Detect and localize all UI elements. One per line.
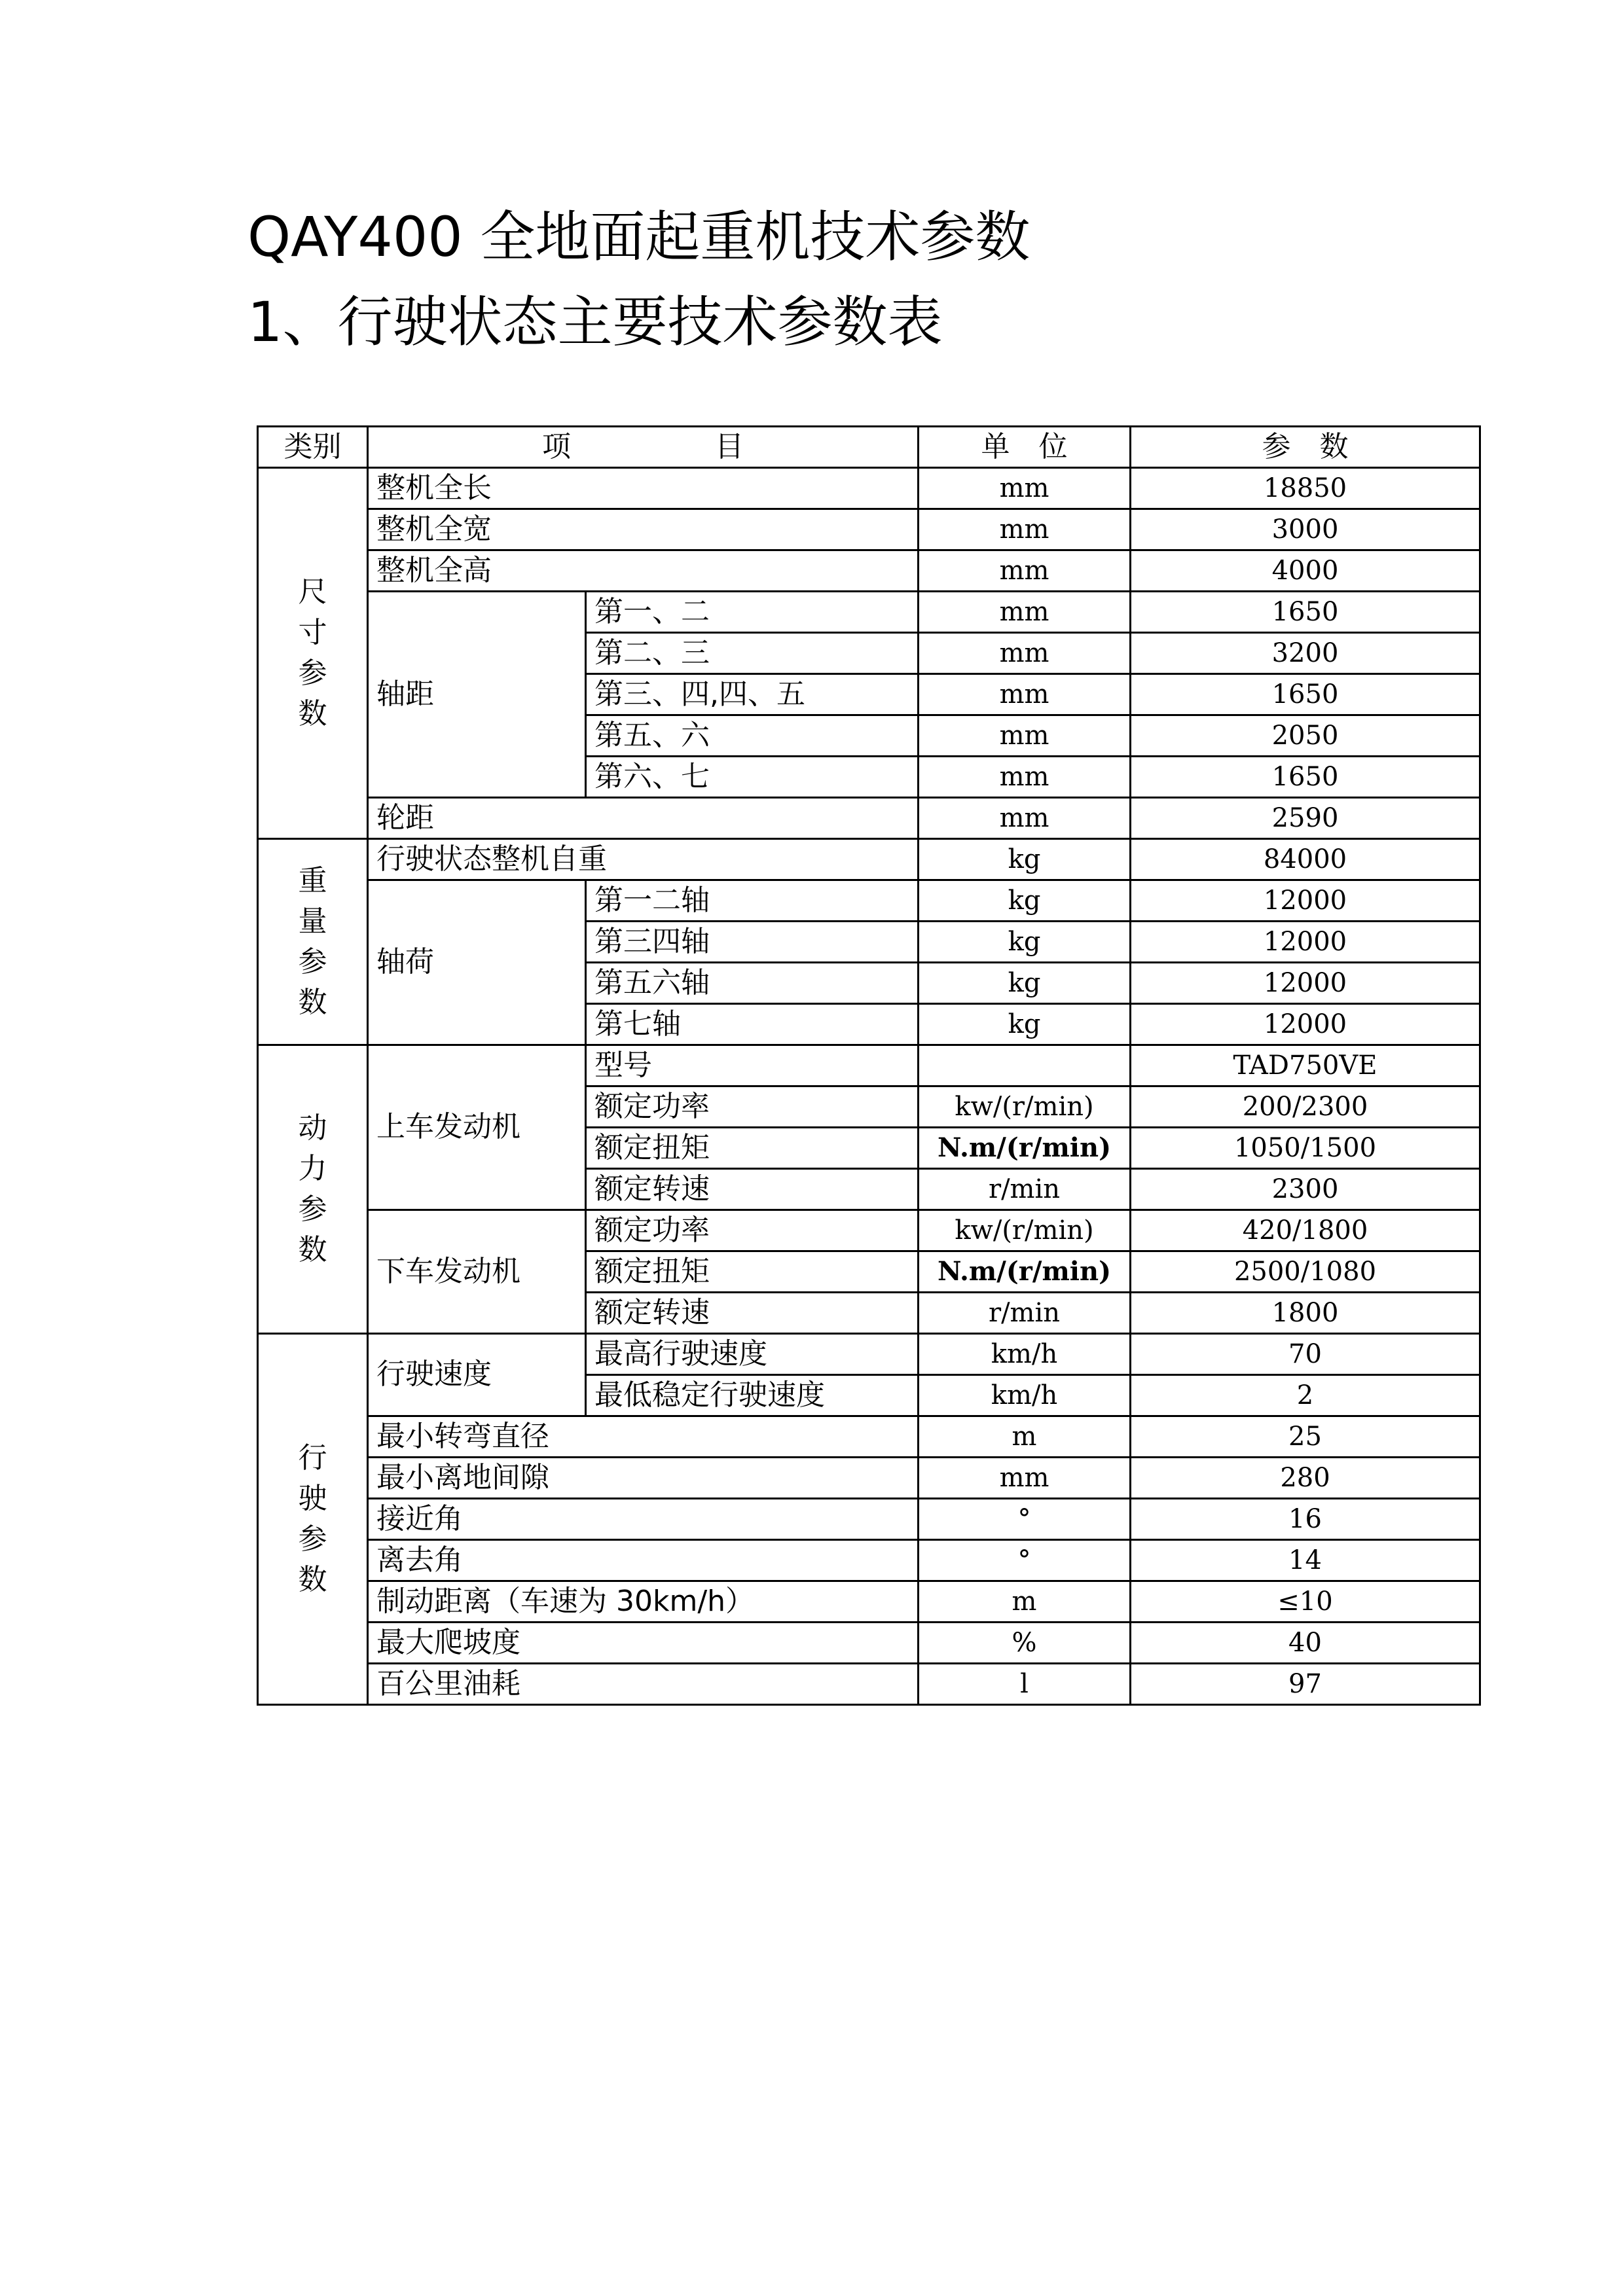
- unit-cell: kw/(r/min): [919, 1086, 1131, 1128]
- table-row: [258, 798, 1480, 839]
- sub-item-label: 第三、四,四、五: [586, 674, 919, 715]
- table-row: [258, 1664, 1480, 1705]
- value-cell: 12000: [1131, 963, 1480, 1004]
- value-cell: 1050/1500: [1131, 1128, 1480, 1169]
- unit-cell: l: [919, 1664, 1131, 1705]
- section-title: 1、行驶状态主要技术参数表: [247, 290, 943, 354]
- value-cell: 18850: [1131, 468, 1480, 509]
- value-cell: 1650: [1131, 674, 1480, 715]
- table-row: [258, 1540, 1480, 1581]
- group-label-lower-engine: 下车发动机: [368, 1210, 586, 1334]
- table-row: [258, 468, 1480, 509]
- spec-table: [257, 425, 1481, 1706]
- unit-cell: mm: [919, 550, 1131, 592]
- unit-cell: kg: [919, 1004, 1131, 1045]
- value-cell: 3000: [1131, 509, 1480, 550]
- category-power: 动力参数: [258, 1045, 368, 1334]
- sub-item-label: 最高行驶速度: [586, 1334, 919, 1375]
- table-header-row: [258, 427, 1480, 468]
- group-label-wheelbase: 轴距: [368, 592, 586, 798]
- unit-cell: m: [919, 1416, 1131, 1458]
- item-label: 制动距离（车速为 30km/h）: [368, 1581, 919, 1623]
- value-cell: 70: [1131, 1334, 1480, 1375]
- value-cell: 84000: [1131, 839, 1480, 880]
- item-label: 轮距: [368, 798, 919, 839]
- category-weight: 重量参数: [258, 839, 368, 1045]
- item-label: 离去角: [368, 1540, 919, 1581]
- unit-cell: mm: [919, 633, 1131, 674]
- value-cell: TAD750VE: [1131, 1045, 1480, 1086]
- table-row: [258, 839, 1480, 880]
- sub-item-label: 额定功率: [586, 1086, 919, 1128]
- value-cell: 14: [1131, 1540, 1480, 1581]
- item-label: 行驶状态整机自重: [368, 839, 919, 880]
- unit-cell: N.m/(r/min): [919, 1128, 1131, 1169]
- sub-item-label: 额定功率: [586, 1210, 919, 1251]
- category-travel: 行驶参数: [258, 1334, 368, 1705]
- value-cell: 2300: [1131, 1169, 1480, 1210]
- table-row: [258, 1499, 1480, 1540]
- value-cell: 200/2300: [1131, 1086, 1480, 1128]
- unit-cell: kw/(r/min): [919, 1210, 1131, 1251]
- value-cell: 1650: [1131, 757, 1480, 798]
- unit-cell: kg: [919, 963, 1131, 1004]
- document-title: QAY400 全地面起重机技术参数: [247, 205, 1030, 269]
- sub-item-label: 第七轴: [586, 1004, 919, 1045]
- sub-item-label: 第一二轴: [586, 880, 919, 922]
- unit-cell: m: [919, 1581, 1131, 1623]
- group-label-upper-engine: 上车发动机: [368, 1045, 586, 1210]
- value-cell: 1800: [1131, 1293, 1480, 1334]
- group-label-axle-load: 轴荷: [368, 880, 586, 1045]
- value-cell: 2590: [1131, 798, 1480, 839]
- unit-cell: °: [919, 1499, 1131, 1540]
- value-cell: 12000: [1131, 880, 1480, 922]
- table-row: [258, 1458, 1480, 1499]
- sub-item-label: 第五、六: [586, 715, 919, 757]
- header-value: 参 数: [1131, 427, 1480, 468]
- unit-cell: N.m/(r/min): [919, 1251, 1131, 1293]
- unit-cell: %: [919, 1623, 1131, 1664]
- header-item: 项 目: [368, 427, 919, 468]
- category-dimension: 尺寸参数: [258, 468, 368, 839]
- value-cell: 12000: [1131, 922, 1480, 963]
- sub-item-label: 第五六轴: [586, 963, 919, 1004]
- value-cell: 2: [1131, 1375, 1480, 1416]
- item-label: 整机全高: [368, 550, 919, 592]
- unit-cell: °: [919, 1540, 1131, 1581]
- table-row: [258, 509, 1480, 550]
- item-label: 百公里油耗: [368, 1664, 919, 1705]
- value-cell: 4000: [1131, 550, 1480, 592]
- header-unit: 单 位: [919, 427, 1131, 468]
- table-row: [258, 1581, 1480, 1623]
- sub-item-label: 型号: [586, 1045, 919, 1086]
- item-label: 最小离地间隙: [368, 1458, 919, 1499]
- sub-item-label: 最低稳定行驶速度: [586, 1375, 919, 1416]
- table-row: [258, 1334, 1480, 1375]
- unit-cell: [919, 1045, 1131, 1086]
- unit-cell: mm: [919, 592, 1131, 633]
- table-row: [258, 550, 1480, 592]
- unit-cell: km/h: [919, 1334, 1131, 1375]
- value-cell: 40: [1131, 1623, 1480, 1664]
- item-label: 最小转弯直径: [368, 1416, 919, 1458]
- group-label-travel-speed: 行驶速度: [368, 1334, 586, 1416]
- table-row: [258, 1416, 1480, 1458]
- value-cell: 16: [1131, 1499, 1480, 1540]
- sub-item-label: 第一、二: [586, 592, 919, 633]
- unit-cell: r/min: [919, 1293, 1131, 1334]
- sub-item-label: 第三四轴: [586, 922, 919, 963]
- unit-cell: kg: [919, 922, 1131, 963]
- value-cell: 2050: [1131, 715, 1480, 757]
- value-cell: 25: [1131, 1416, 1480, 1458]
- item-label: 整机全宽: [368, 509, 919, 550]
- item-label: 整机全长: [368, 468, 919, 509]
- table-row: [258, 1623, 1480, 1664]
- unit-cell: mm: [919, 1458, 1131, 1499]
- sub-item-label: 额定扭矩: [586, 1128, 919, 1169]
- unit-cell: kg: [919, 880, 1131, 922]
- value-cell: ≤10: [1131, 1581, 1480, 1623]
- value-cell: 3200: [1131, 633, 1480, 674]
- table-row: [258, 592, 1480, 633]
- sub-item-label: 额定转速: [586, 1293, 919, 1334]
- header-category: 类别: [258, 427, 368, 468]
- value-cell: 12000: [1131, 1004, 1480, 1045]
- value-cell: 2500/1080: [1131, 1251, 1480, 1293]
- unit-cell: mm: [919, 757, 1131, 798]
- item-label: 接近角: [368, 1499, 919, 1540]
- table-row: [258, 1045, 1480, 1086]
- sub-item-label: 额定扭矩: [586, 1251, 919, 1293]
- unit-cell: mm: [919, 468, 1131, 509]
- sub-item-label: 额定转速: [586, 1169, 919, 1210]
- table-row: [258, 880, 1480, 922]
- unit-cell: km/h: [919, 1375, 1131, 1416]
- table-row: [258, 1210, 1480, 1251]
- value-cell: 97: [1131, 1664, 1480, 1705]
- value-cell: 280: [1131, 1458, 1480, 1499]
- sub-item-label: 第二、三: [586, 633, 919, 674]
- sub-item-label: 第六、七: [586, 757, 919, 798]
- value-cell: 420/1800: [1131, 1210, 1480, 1251]
- unit-cell: mm: [919, 715, 1131, 757]
- unit-cell: r/min: [919, 1169, 1131, 1210]
- unit-cell: mm: [919, 798, 1131, 839]
- unit-cell: mm: [919, 509, 1131, 550]
- value-cell: 1650: [1131, 592, 1480, 633]
- item-label: 最大爬坡度: [368, 1623, 919, 1664]
- unit-cell: mm: [919, 674, 1131, 715]
- unit-cell: kg: [919, 839, 1131, 880]
